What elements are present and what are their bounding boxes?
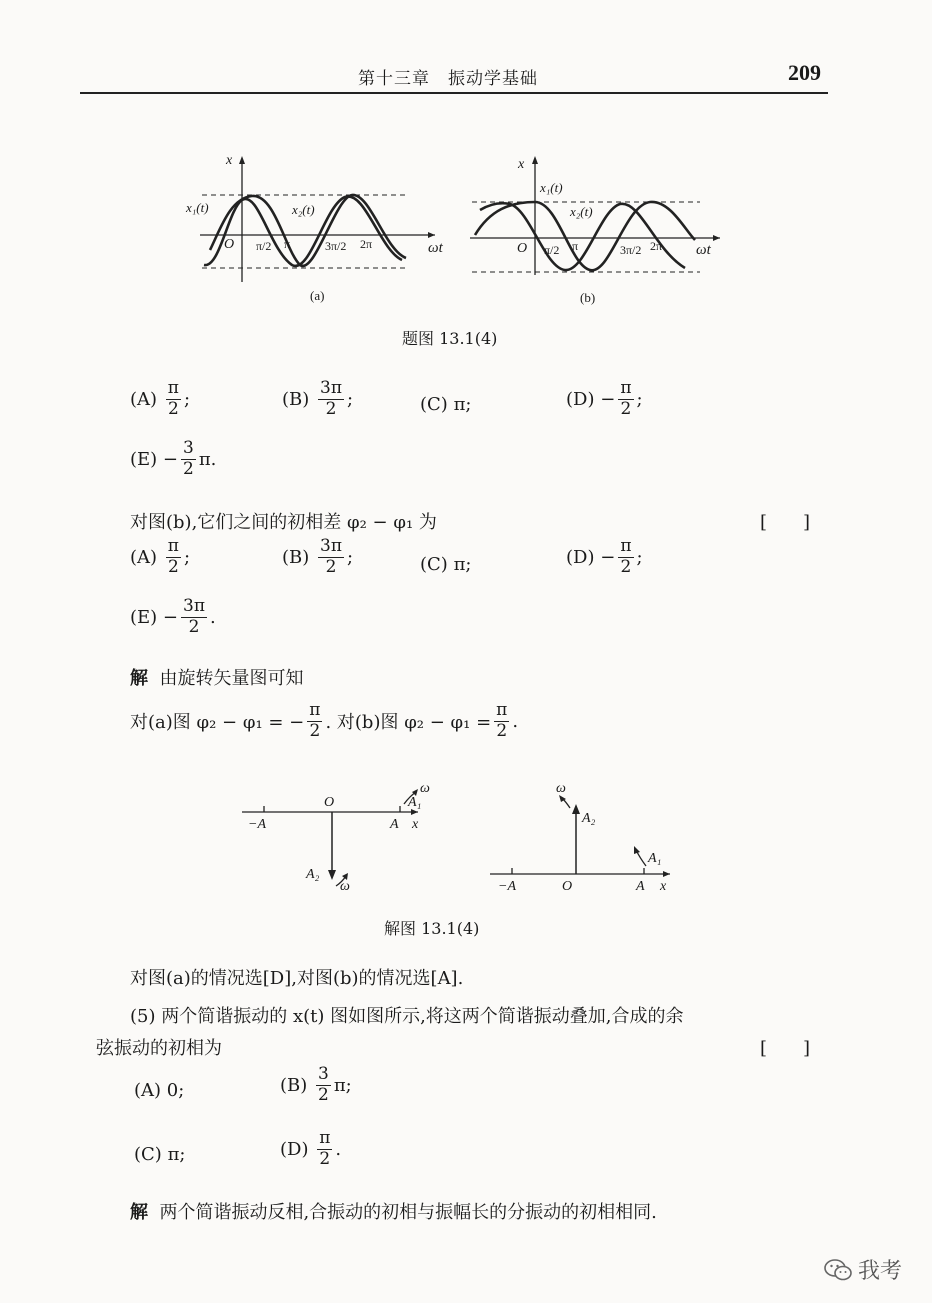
fig-a-axis-x: ωt — [428, 240, 443, 256]
answer-bracket: [ ] — [760, 1038, 811, 1059]
fig-b-axis-y: x — [518, 157, 525, 172]
fig-a-curve2-label: x₂(t) — [292, 202, 315, 217]
phasor-a-omega: ω — [340, 879, 350, 894]
option-e: (E) − $\frac{3}{2}$ π. — [130, 438, 217, 479]
figure-b — [470, 156, 720, 305]
solution-line: 解 由旋转矢量图可知 — [130, 668, 304, 689]
watermark — [824, 1254, 902, 1285]
phasor-a-omega: ω — [420, 781, 430, 796]
phasor-b-axis: x — [660, 879, 667, 894]
option-d: (D) $\frac{\pi}{2}$ . — [280, 1128, 342, 1169]
phasor-b — [490, 781, 670, 894]
fig-b-tick-label: 3π/2 — [620, 243, 642, 257]
wechat-icon — [824, 1258, 852, 1282]
option-c: (C) π; — [420, 394, 472, 415]
fig-a-tick-label: 2π — [360, 237, 373, 251]
question-5-line2: 弦振动的初相为 — [96, 1038, 222, 1059]
phasor-a — [242, 781, 430, 894]
phasor-b-origin: O — [562, 879, 573, 894]
phasor-a-origin: O — [324, 795, 335, 810]
answer-line: 对图(a)的情况选[D],对图(b)的情况选[A]. — [130, 968, 464, 989]
phasor-a-vec2: A₂ — [306, 867, 320, 882]
fig-b-curve1-label: x₁(t) — [540, 180, 563, 195]
option-e: (E) − $\frac{3\pi}{2}$ . — [130, 596, 216, 637]
phasor-b-pos-A: A — [636, 879, 645, 894]
option-a: (A) $\frac{\pi}{2}$ ; — [130, 536, 191, 577]
fig-a-curve1-label: x₁(t) — [186, 200, 209, 215]
solution-formula: 对(a)图 φ₂ − φ₁ = − $\frac{\pi}{2}$ . 对(b)图 φ₂ − φ₁ = $\frac{\pi}{2}$ . — [130, 700, 519, 741]
page-number: 209 — [788, 60, 821, 85]
question-stem: 对图(b),它们之间的初相差 φ₂ − φ₁ 为 — [130, 512, 437, 533]
phasor-figure — [240, 778, 690, 898]
fig-b-origin: O — [517, 241, 528, 256]
phasor-b-omega: ω — [556, 781, 566, 796]
phasor-a-vec1: A₁ — [408, 795, 422, 810]
fig-b-tick-label: π/2 — [544, 243, 560, 257]
chapter-title: 第十三章 振动学基础 — [358, 69, 538, 89]
phasor-b-neg-A: −A — [498, 879, 516, 894]
fig-a-axis-y: x — [226, 153, 233, 168]
fig-a-tick-label: π — [284, 237, 291, 251]
fig-b-curve2-label: x₂(t) — [570, 204, 593, 219]
figure-a — [185, 153, 444, 303]
header-rule — [80, 92, 828, 94]
fig-a-tick-label: 3π/2 — [325, 239, 347, 253]
figure1-caption: 题图 13.1(4) — [402, 329, 498, 348]
option-d: (D) − $\frac{\pi}{2}$ ; — [566, 536, 643, 577]
question-5-line1: (5) 两个简谐振动的 x(t) 图如图所示,将这两个简谐振动叠加,合成的余 — [130, 1006, 684, 1027]
option-b: (B) $\frac{3\pi}{2}$ ; — [282, 378, 354, 419]
option-b: (B) $\frac{3}{2}$ π; — [280, 1064, 352, 1105]
fig-b-tick-label: 2π — [650, 239, 663, 253]
option-a: (A) $\frac{\pi}{2}$ ; — [130, 378, 191, 419]
fig-a-label: (a) — [310, 288, 325, 303]
phasor-a-pos-A: A — [390, 817, 399, 832]
fig-a-origin: O — [224, 237, 235, 252]
phasor-b-vec1: A₁ — [648, 851, 662, 866]
fig-b-label: (b) — [580, 290, 596, 305]
fig-b-axis-x: ωt — [696, 242, 711, 258]
option-c: (C) π; — [134, 1144, 186, 1165]
option-d: (D) − $\frac{\pi}{2}$ ; — [566, 378, 643, 419]
option-a: (A) 0; — [134, 1080, 185, 1101]
phasor-b-vec2: A₂ — [582, 811, 596, 826]
option-c: (C) π; — [420, 554, 472, 575]
fig-a-tick-label: π/2 — [256, 239, 272, 253]
watermark-text: 我考 — [857, 1259, 902, 1284]
answer-bracket: [ ] — [760, 512, 811, 533]
phasor-a-neg-A: −A — [248, 817, 266, 832]
figure2-caption: 解图 13.1(4) — [384, 919, 480, 938]
phasor-a-axis: x — [412, 817, 419, 832]
solution-line: 解 两个简谐振动反相,合振动的初相与振幅长的分振动的初相相同. — [130, 1202, 657, 1223]
option-b: (B) $\frac{3\pi}{2}$ ; — [282, 536, 354, 577]
fig-b-tick-label: π — [572, 239, 579, 253]
figure-13-1-4 — [180, 150, 740, 310]
